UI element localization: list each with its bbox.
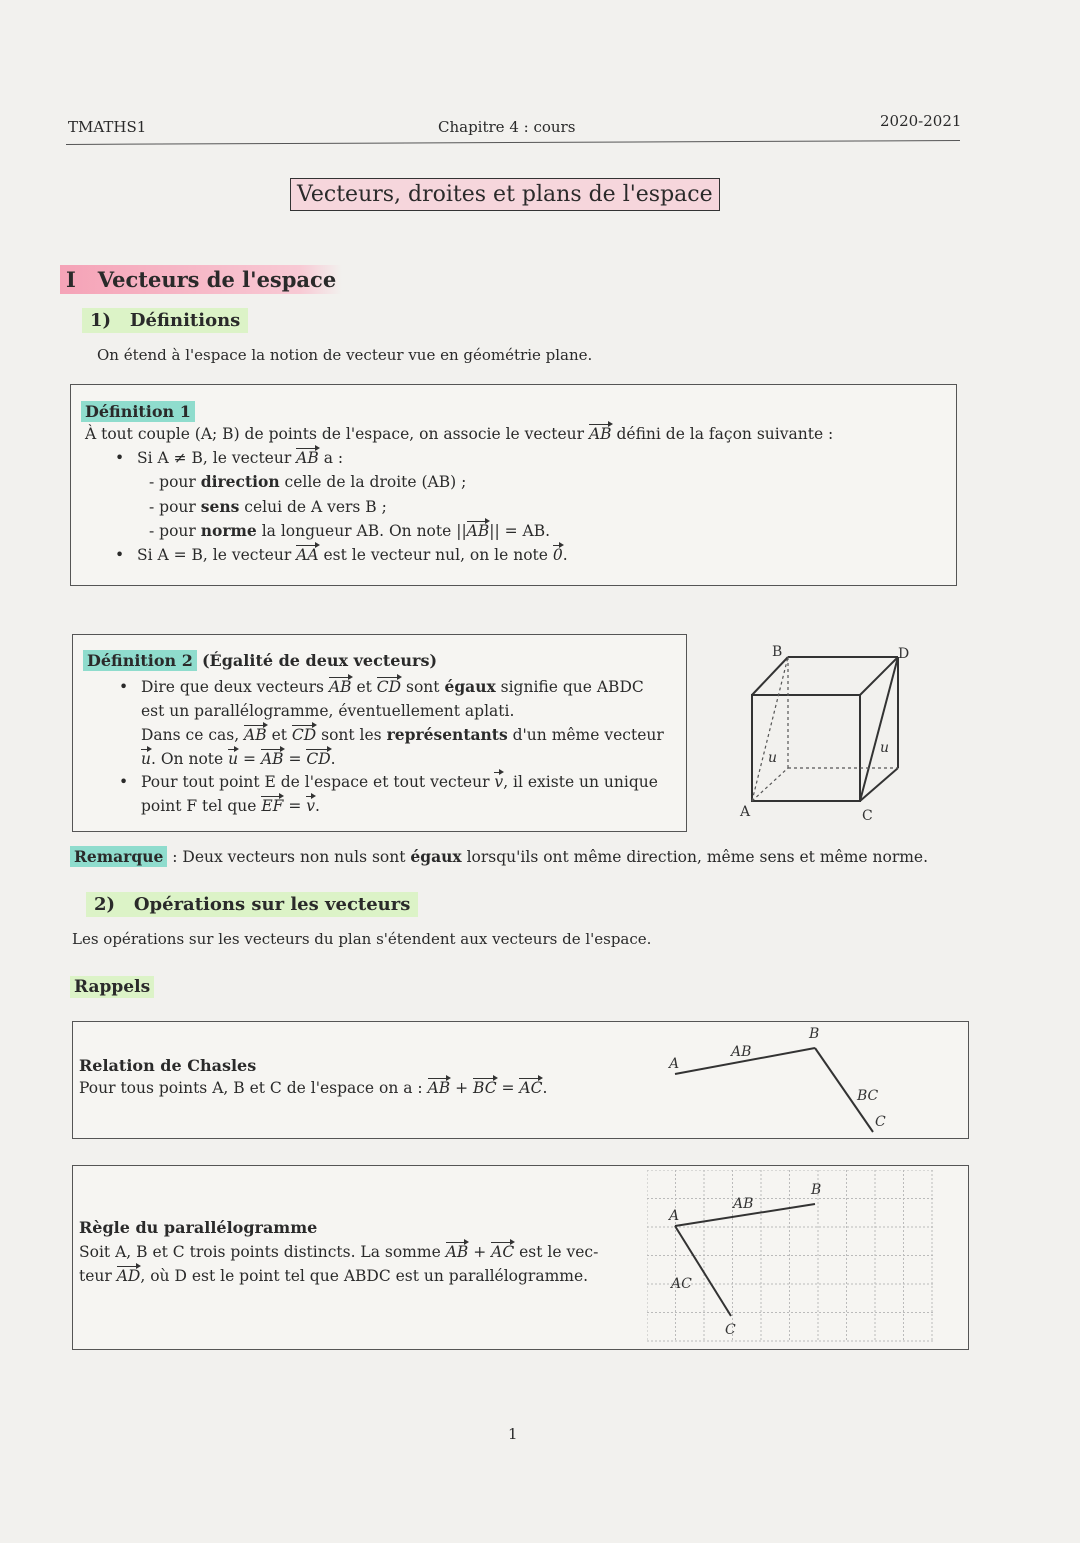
parallelogramme-figure [647, 1170, 933, 1342]
text-segment: = [283, 796, 307, 815]
text-segment: Soit [79, 1243, 116, 1261]
remarque [70, 845, 928, 870]
text-segment: Si A = B, le vecteur [137, 545, 297, 564]
vector-notation: BC [473, 1077, 497, 1101]
text-line [79, 1265, 598, 1289]
chasles-label-AB: AB [731, 1044, 752, 1060]
vector-notation: AB [446, 1241, 469, 1265]
vector-notation: v [494, 771, 503, 795]
text-segment: celle de la droite (AB) ; [279, 473, 467, 491]
cube-figure [730, 640, 930, 825]
subsection-label: Opérations sur les vecteurs [133, 894, 411, 915]
subsection-number: 2) [94, 894, 116, 915]
text-segment: : Deux vecteurs non nuls sont [167, 848, 411, 866]
text-segment: représentants [386, 725, 508, 744]
text-segment: + [468, 1243, 492, 1261]
parallelogramme-box [72, 1165, 969, 1350]
text-segment: Pour tous points [79, 1079, 213, 1097]
vector-notation: AC [519, 1077, 542, 1101]
page-number: 1 [508, 1425, 518, 1443]
rappels-heading: Rappels [70, 976, 154, 998]
definition-1-label: Définition 1 [81, 401, 195, 422]
text-segment: - pour [149, 522, 201, 540]
text-line [89, 675, 664, 700]
cube-label-B: B [772, 644, 783, 660]
parallelogramme-label-AB: AB [733, 1196, 754, 1212]
text-segment: . [315, 796, 320, 815]
text-segment: sont les [316, 726, 387, 744]
cube-label-C: C [862, 808, 873, 824]
cube-label-D: D [898, 646, 910, 662]
text-segment: C [269, 1079, 282, 1097]
text-segment: défini de la façon suivante : [611, 425, 834, 443]
text-line [89, 748, 664, 772]
definition-1-box [70, 384, 957, 586]
definition-2-box [72, 634, 687, 832]
definition-1-body [85, 423, 833, 567]
text-segment: C [172, 1243, 185, 1261]
text-segment: est le vec- [514, 1243, 599, 1261]
cube-label-u-2: u [768, 750, 778, 766]
bullet: • [115, 448, 125, 467]
parallelogramme-label-C: C [725, 1322, 736, 1338]
subsection-heading-1 [82, 308, 248, 333]
text-segment: sont [401, 678, 445, 696]
vector-notation: EF [261, 795, 283, 819]
text-segment: celui de A vers B ; [239, 497, 387, 516]
vector-notation: AB [261, 748, 284, 772]
text-segment: ABDC [343, 1266, 391, 1285]
text-line [89, 771, 664, 795]
text-segment: À tout couple (A; B) de points de l'espace, on associe le vecteur [85, 425, 589, 443]
vector-notation: v [306, 795, 315, 819]
text-segment: égaux [410, 847, 462, 866]
text-segment: lorsqu'ils ont même direction, même sens et même norme. [461, 848, 929, 866]
header-left: TMATHS1 [68, 118, 147, 136]
text-line [85, 470, 833, 495]
subsection-heading-2 [86, 892, 418, 917]
cube-front-face [752, 695, 860, 801]
text-segment: . [562, 545, 568, 564]
text-line [89, 795, 664, 819]
subsection-label: Définitions [129, 310, 241, 331]
text-segment: Si A ≠ B, le vecteur [137, 448, 297, 467]
definition-2-subtitle: (Égalité de deux vecteurs) [201, 651, 438, 670]
parallelogramme-label-B: B [811, 1182, 822, 1198]
chasles-title: Relation de Chasles [79, 1056, 257, 1075]
remarque-text [167, 848, 928, 866]
remarque-label: Remarque [70, 846, 167, 867]
text-segment: la longueur AB. On note || [256, 522, 467, 540]
chasles-label-B: B [809, 1026, 820, 1042]
text-segment: teur [79, 1266, 117, 1285]
bullet: • [115, 545, 125, 564]
cube-label-A: A [740, 804, 751, 820]
section-heading [60, 265, 342, 294]
text-segment: D [174, 1266, 187, 1285]
text-segment: - pour [149, 473, 201, 491]
definition-2-body [89, 675, 664, 818]
text-segment: A, B [115, 1243, 148, 1261]
parallelogramme-title: Règle du parallélogramme [79, 1218, 318, 1237]
vector-notation: AB [329, 676, 352, 700]
cube-label-u: u [880, 740, 890, 756]
chasles-box [72, 1021, 969, 1139]
chasles-figure [663, 1022, 903, 1138]
text-segment: point F tel que [141, 796, 262, 815]
text-line [85, 447, 833, 471]
text-line [79, 1241, 598, 1265]
header-rule [66, 140, 960, 145]
text-segment: d'un même vecteur [507, 726, 664, 744]
intro-text-1: On étend à l'espace la notion de vecteur vue en géométrie plane. [97, 346, 593, 364]
text-segment: et [266, 726, 292, 744]
text-line [85, 495, 833, 520]
vector-notation: AA [296, 544, 318, 568]
vector-notation: AB [589, 423, 612, 447]
vector-notation: 0 [553, 544, 563, 568]
intro-text-2: Les opérations sur les vecteurs du plan s'étendent aux vecteurs de l'espace. [72, 930, 652, 948]
bullet: • [119, 678, 129, 696]
text-segment: et [147, 1243, 173, 1261]
text-segment: est le point tel que [186, 1266, 344, 1285]
vector-notation: CD [292, 724, 316, 748]
text-segment: est le vecteur nul, on le note [318, 545, 553, 564]
text-segment: sens [200, 496, 240, 516]
text-segment: et [351, 678, 377, 696]
text-segment: de l'espace on a : [281, 1079, 428, 1097]
text-segment: est un parallélogramme, éventuellement aplati. [141, 701, 515, 720]
text-segment: norme [200, 521, 257, 540]
header-center: Chapitre 4 : cours [438, 118, 576, 136]
chasles-label-BC: BC [857, 1088, 879, 1104]
text-segment: + [450, 1079, 474, 1097]
text-segment: . [330, 749, 336, 768]
vector-notation: AB [244, 724, 267, 748]
chasles-text [79, 1077, 547, 1101]
text-segment: A, B [212, 1079, 245, 1097]
vector-notation: AC [491, 1241, 514, 1265]
parallelogramme-label-AC: AC [671, 1276, 692, 1292]
chasles-label-A: A [669, 1056, 680, 1072]
text-line [85, 423, 833, 447]
text-segment: . [542, 1079, 548, 1097]
text-segment: = [238, 749, 261, 768]
text-line [85, 519, 833, 544]
chasles-label-C: C [875, 1114, 886, 1130]
page-title: Vecteurs, droites et plans de l'espace [290, 178, 720, 211]
vector-notation: AB [467, 520, 490, 544]
text-segment: trois points distincts. La somme [184, 1243, 446, 1261]
text-segment: égaux [444, 677, 496, 696]
section-number: I [66, 267, 76, 292]
parallelogramme-text [79, 1241, 598, 1288]
section-label: Vecteurs de l'espace [97, 267, 337, 292]
text-line [89, 700, 664, 724]
vector-notation: u [228, 748, 238, 772]
text-segment: direction [200, 472, 280, 491]
vector-notation: CD [377, 676, 401, 700]
text-segment: Dire que deux vecteurs [141, 678, 329, 696]
text-segment: signifie que ABDC [495, 678, 644, 696]
segment-AB [752, 657, 788, 801]
parallelogramme-label-A: A [669, 1208, 680, 1224]
vector-notation: AB [296, 447, 319, 471]
text-segment: Dans ce cas, [141, 726, 245, 744]
vector-notation: AB [428, 1077, 451, 1101]
header-right: 2020-2021 [880, 112, 962, 130]
subsection-number: 1) [90, 310, 112, 331]
text-segment: || = AB. [489, 522, 551, 540]
bullet: • [119, 773, 129, 791]
vector-notation: CD [306, 748, 330, 772]
text-segment: et [244, 1079, 270, 1097]
text-segment: , où [140, 1266, 175, 1285]
definition-2-label: Définition 2 [83, 650, 197, 671]
text-segment: est un parallélogramme. [390, 1266, 589, 1285]
segment-CD [860, 657, 898, 801]
text-segment: . On note [150, 749, 229, 768]
vector-notation: u [141, 748, 151, 772]
vector-notation: AD [117, 1265, 141, 1289]
text-segment: - pour [149, 497, 201, 516]
text-segment: a : [318, 448, 344, 467]
text-segment: = [283, 749, 307, 768]
text-segment: = [496, 1079, 520, 1097]
text-line [89, 723, 664, 748]
text-segment: Pour tout point E de l'espace et tout vecteur [141, 773, 495, 791]
text-line [85, 544, 833, 568]
text-segment: , il existe un unique [503, 773, 658, 791]
